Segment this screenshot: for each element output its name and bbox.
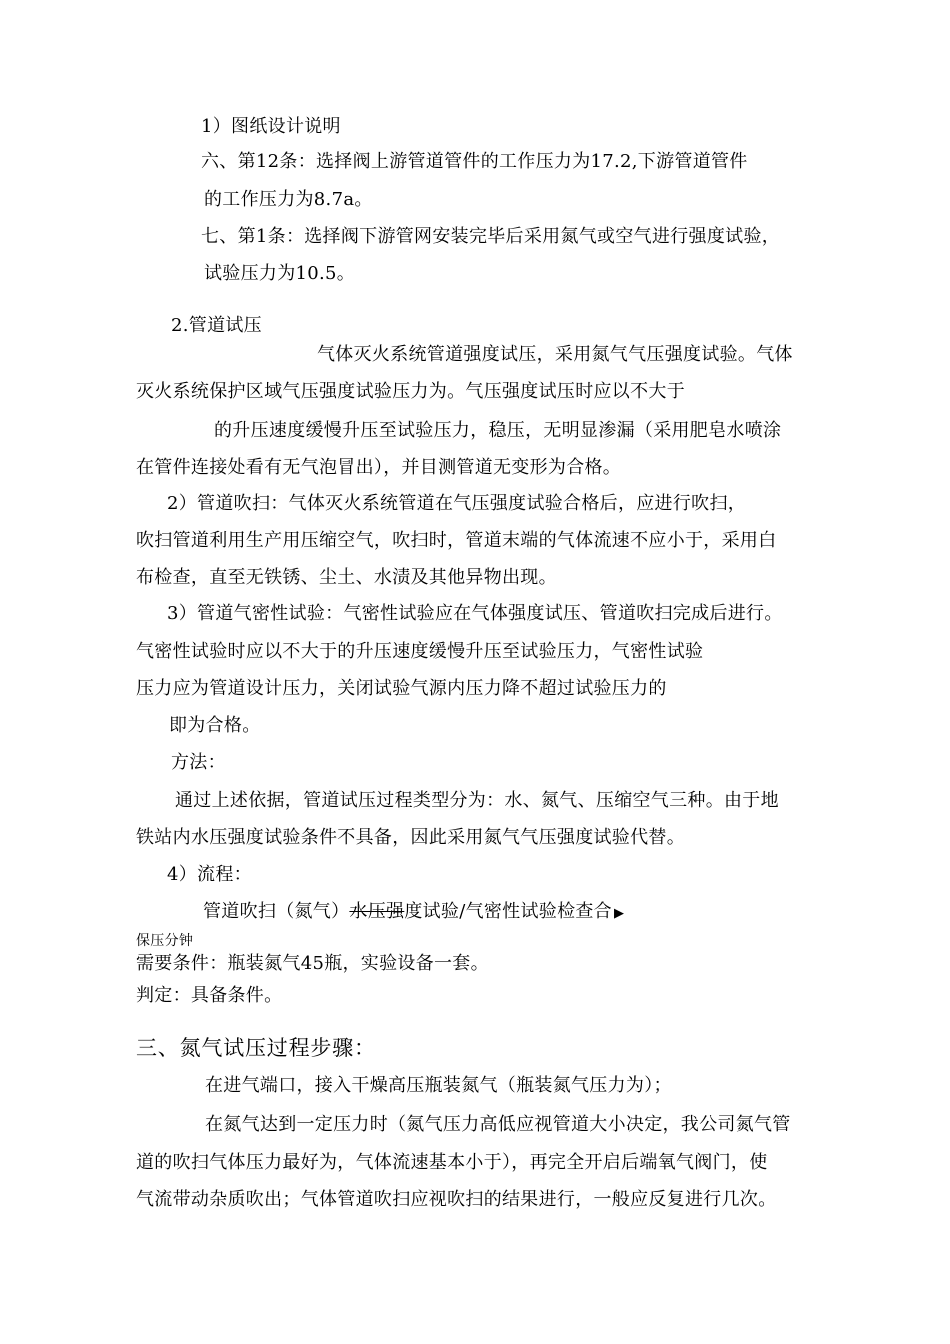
section3-title: 三、氮气试压过程步骤：	[136, 1036, 376, 1060]
step1: 在进气端口，接入干燥高压瓶装氮气（瓶装氮气压力为）；	[205, 1075, 672, 1096]
flow-part1: 管道吹扫（氮气）	[203, 901, 350, 922]
airtight-line3: 压力应为管道设计压力，关闭试验气源内压力降不超过试验压力的	[136, 678, 667, 699]
rule7-line2: 试验压力为10.5。	[204, 263, 356, 284]
step2-line3: 气流带动杂质吹出；气体管道吹扫应视吹扫的结果进行，一般应反复进行几次。	[136, 1189, 777, 1210]
section2-title: 2.管道试压	[171, 315, 262, 336]
rule6-line2: 的工作压力为8.7a。	[204, 189, 373, 210]
step2-line1: 在氮气达到一定压力时（氮气压力高低应视管道大小决定，我公司氮气管	[205, 1114, 791, 1135]
section2-p1-line1: 气体灭火系统管道强度试压，采用氮气气压强度试验。气体	[317, 344, 793, 365]
rule6-line1: 六、第12条：选择阀上游管道管件的工作压力为17.2,下游管道管件	[201, 151, 748, 172]
step2-line2: 道的吹扫气体压力最好为，气体流速基本小于），再完全开启后端氧气阀门，使	[136, 1152, 768, 1173]
process-flow	[203, 899, 624, 927]
section2-p1-line4: 在管件连接处看有无气泡冒出），并目测管道无变形为合格。	[136, 457, 622, 478]
flow-part2: 度试验/气密性试验检查合	[404, 901, 612, 922]
section2-p1-line2: 灭火系统保护区域气压强度试验压力为。气压强度试压时应以不大于	[136, 381, 685, 402]
flow-struck-text: 水压强	[349, 901, 405, 922]
requirements: 需要条件：瓶装氮气45瓶，实验设备一套。	[136, 953, 489, 974]
judgement: 判定：具备条件。	[136, 985, 283, 1006]
process-label: 4）流程：	[167, 864, 252, 885]
rule7-line1: 七、第1条：选择阀下游管网安装完毕后采用氮气或空气进行强度试验，	[201, 226, 781, 247]
method-line2: 铁站内水压强度试验条件不具备，因此采用氮气气压强度试验代替。	[136, 827, 685, 848]
airtight-line1: 3）管道气密性试验：气密性试验应在气体强度试压、管道吹扫完成后进行。	[167, 603, 783, 624]
method-label: 方法：	[171, 752, 226, 773]
airtight-line4: 即为合格。	[169, 715, 261, 736]
purge-line1: 2）管道吹扫：气体灭火系统管道在气压强度试验合格后，应进行吹扫，	[167, 493, 747, 514]
flow-arrow-icon: ▶	[613, 906, 625, 921]
airtight-line2: 气密性试验时应以不大于的升压速度缓慢升压至试验压力，气密性试验	[136, 641, 704, 662]
basis-item: 1）图纸设计说明	[201, 116, 341, 137]
hold-note: 保压分钟	[136, 933, 194, 949]
section2-p1-line3: 的升压速度缓慢升压至试验压力，稳压，无明显渗漏（采用肥皂水喷涂	[214, 420, 782, 441]
purge-line3: 布检查，直至无铁锈、尘土、水渍及其他异物出现。	[136, 567, 557, 588]
method-line1: 通过上述依据，管道试压过程类型分为：水、氮气、压缩空气三种。由于地	[175, 790, 779, 811]
purge-line2: 吹扫管道利用生产用压缩空气，吹扫时，管道末端的气体流速不应小于，采用白	[136, 530, 777, 551]
